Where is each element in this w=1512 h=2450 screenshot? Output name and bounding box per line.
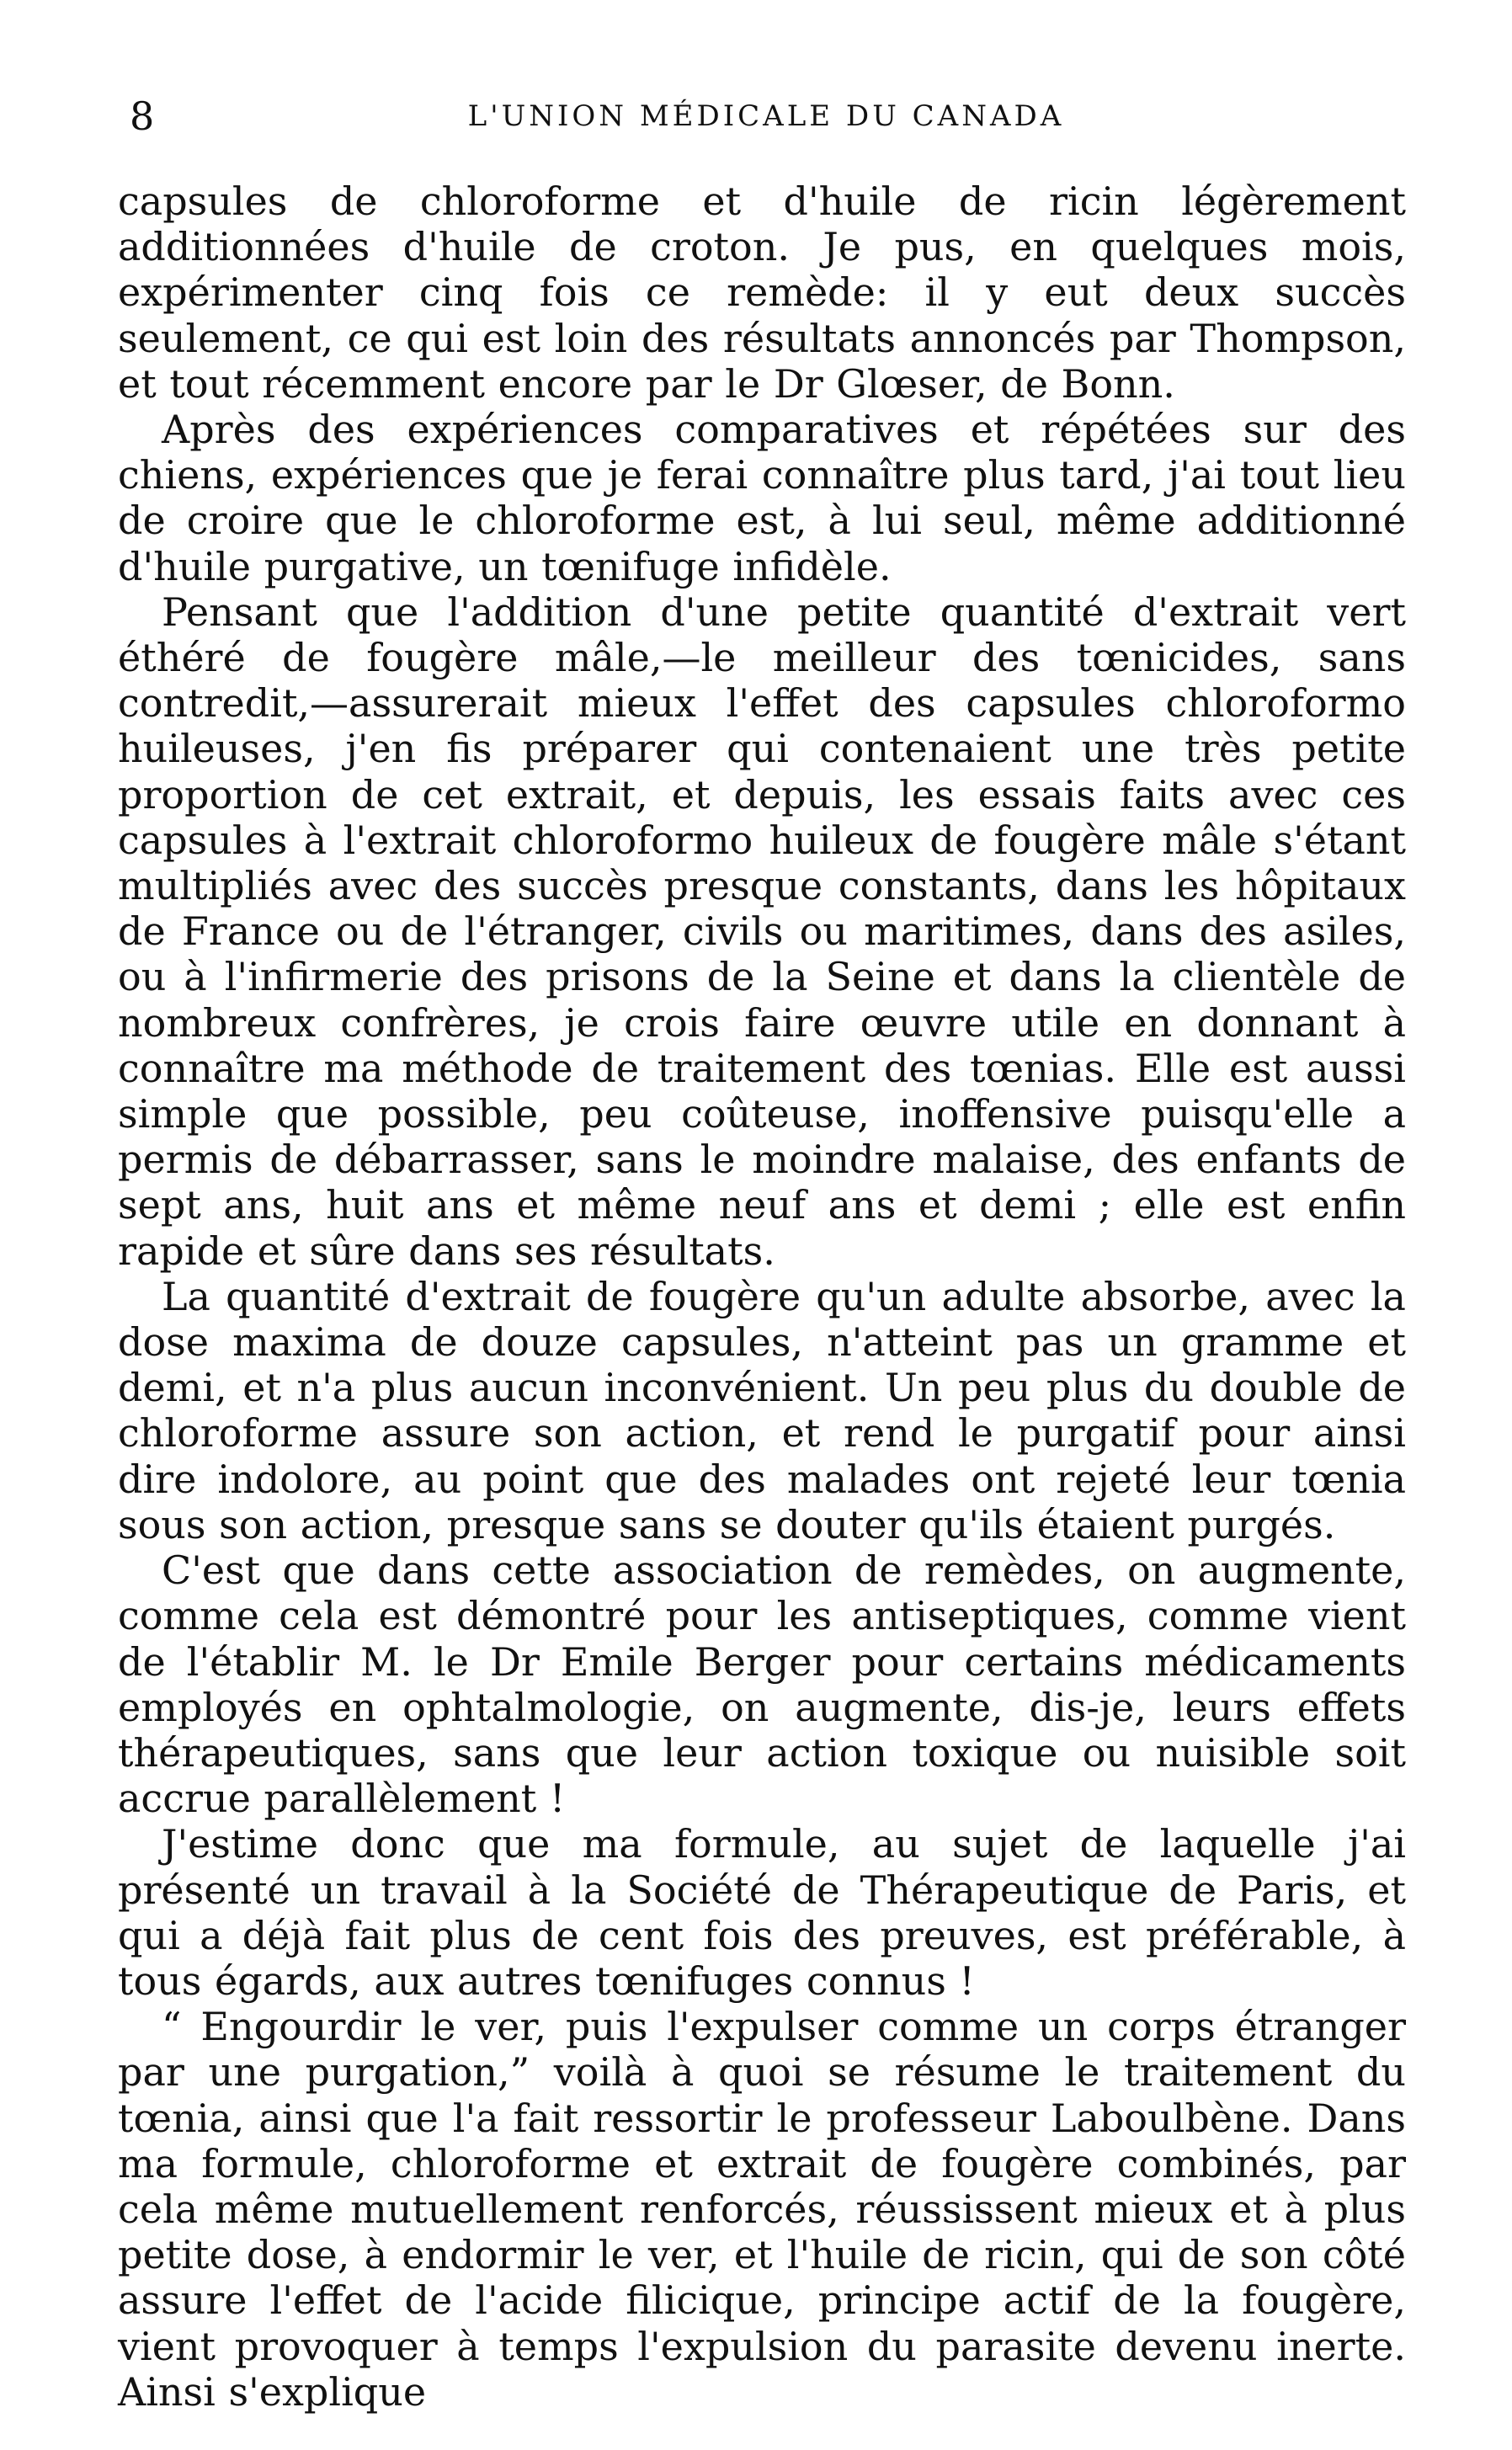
page-header xyxy=(118,91,1414,141)
paragraph-continued: capsules de chloroforme et d'huile de ricin légèrement additionnées d'huile de croton. Je pus, en quelques mois, expérimenter cinq fois ce remède: il y eut deux succès seulement, ce qui est loin des résultats annoncés par Thompson, et tout récemment encore par le Dr Glœser, de Bonn. xyxy=(118,178,1406,407)
paragraph: Après des expériences comparatives et répétées sur des chiens, expériences que je ferai connaître plus tard, j'ai tout lieu de croire que le chloroforme est, à lui seul, même additionné d'huile purgative, un tœnifuge infidèle. xyxy=(118,407,1406,589)
paragraph: “ Engourdir le ver, puis l'expulser comme un corps étranger par une purgation,” voilà à quoi se résume le traitement du tœnia, ainsi que l'a fait ressortir le professeur Laboulbène. Dans ma formule, chloroforme et extrait de fougère combinés, par cela même mutuellement renforcés, réussissent mieux et à plus petite dose, à endormir le ver, et l'huile de ricin, qui de son côté assure l'effet de l'acide filicique, principe actif de la fougère, vient provoquer à temps l'expulsion du parasite devenu inerte. Ainsi s'explique xyxy=(118,2004,1406,2415)
running-title: L'UNION MÉDICALE DU CANADA xyxy=(467,99,1065,133)
paragraph: J'estime donc que ma formule, au sujet de laquelle j'ai présenté un travail à la Société de Thérapeutique de Paris, et qui a déjà fait plus de cent fois des preuves, est préférable, à tous égards, aux autres tœnifuges connus ! xyxy=(118,1821,1406,2004)
body-text xyxy=(118,178,1406,2415)
paragraph: Pensant que l'addition d'une petite quantité d'extrait vert éthéré de fougère mâle,—le meilleur des tœnicides, sans contredit,—assurerait mieux l'effet des capsules chloroformo huileuses, j'en fis préparer qui contenaient une très petite proportion de cet extrait, et depuis, les essais faits avec ces capsules à l'extrait chloroformo huileux de fougère mâle s'étant multipliés avec des succès presque constants, dans les hôpitaux de France ou de l'étranger, civils ou maritimes, dans des asiles, ou à l'infirmerie des prisons de la Seine et dans la clientèle de nombreux confrères, je crois faire œuvre utile en donnant à connaître ma méthode de traitement des tœnias. Elle est aussi simple que possible, peu coûteuse, inoffensive puisqu'elle a permis de débarrasser, sans le moindre malaise, des enfants de sept ans, huit ans et même neuf ans et demi ; elle est enfin rapide et sûre dans ses résultats. xyxy=(118,589,1406,1274)
paragraph: C'est que dans cette association de remèdes, on augmente, comme cela est démontré pour les antiseptiques, comme vient de l'établir M. le Dr Emile Berger pour certains médicaments employés en ophtalmologie, on augmente, dis-je, leurs effets thérapeutiques, sans que leur action toxique ou nuisible soit accrue parallèlement ! xyxy=(118,1547,1406,1822)
page-number: 8 xyxy=(130,93,155,139)
paragraph: La quantité d'extrait de fougère qu'un adulte absorbe, avec la dose maxima de douze capsules, n'atteint pas un gramme et demi, et n'a plus aucun inconvénient. Un peu plus du double de chloroforme assure son action, et rend le purgatif pour ainsi dire indolore, au point que des malades ont rejeté leur tœnia sous son action, presque sans se douter qu'ils étaient purgés. xyxy=(118,1273,1406,1547)
